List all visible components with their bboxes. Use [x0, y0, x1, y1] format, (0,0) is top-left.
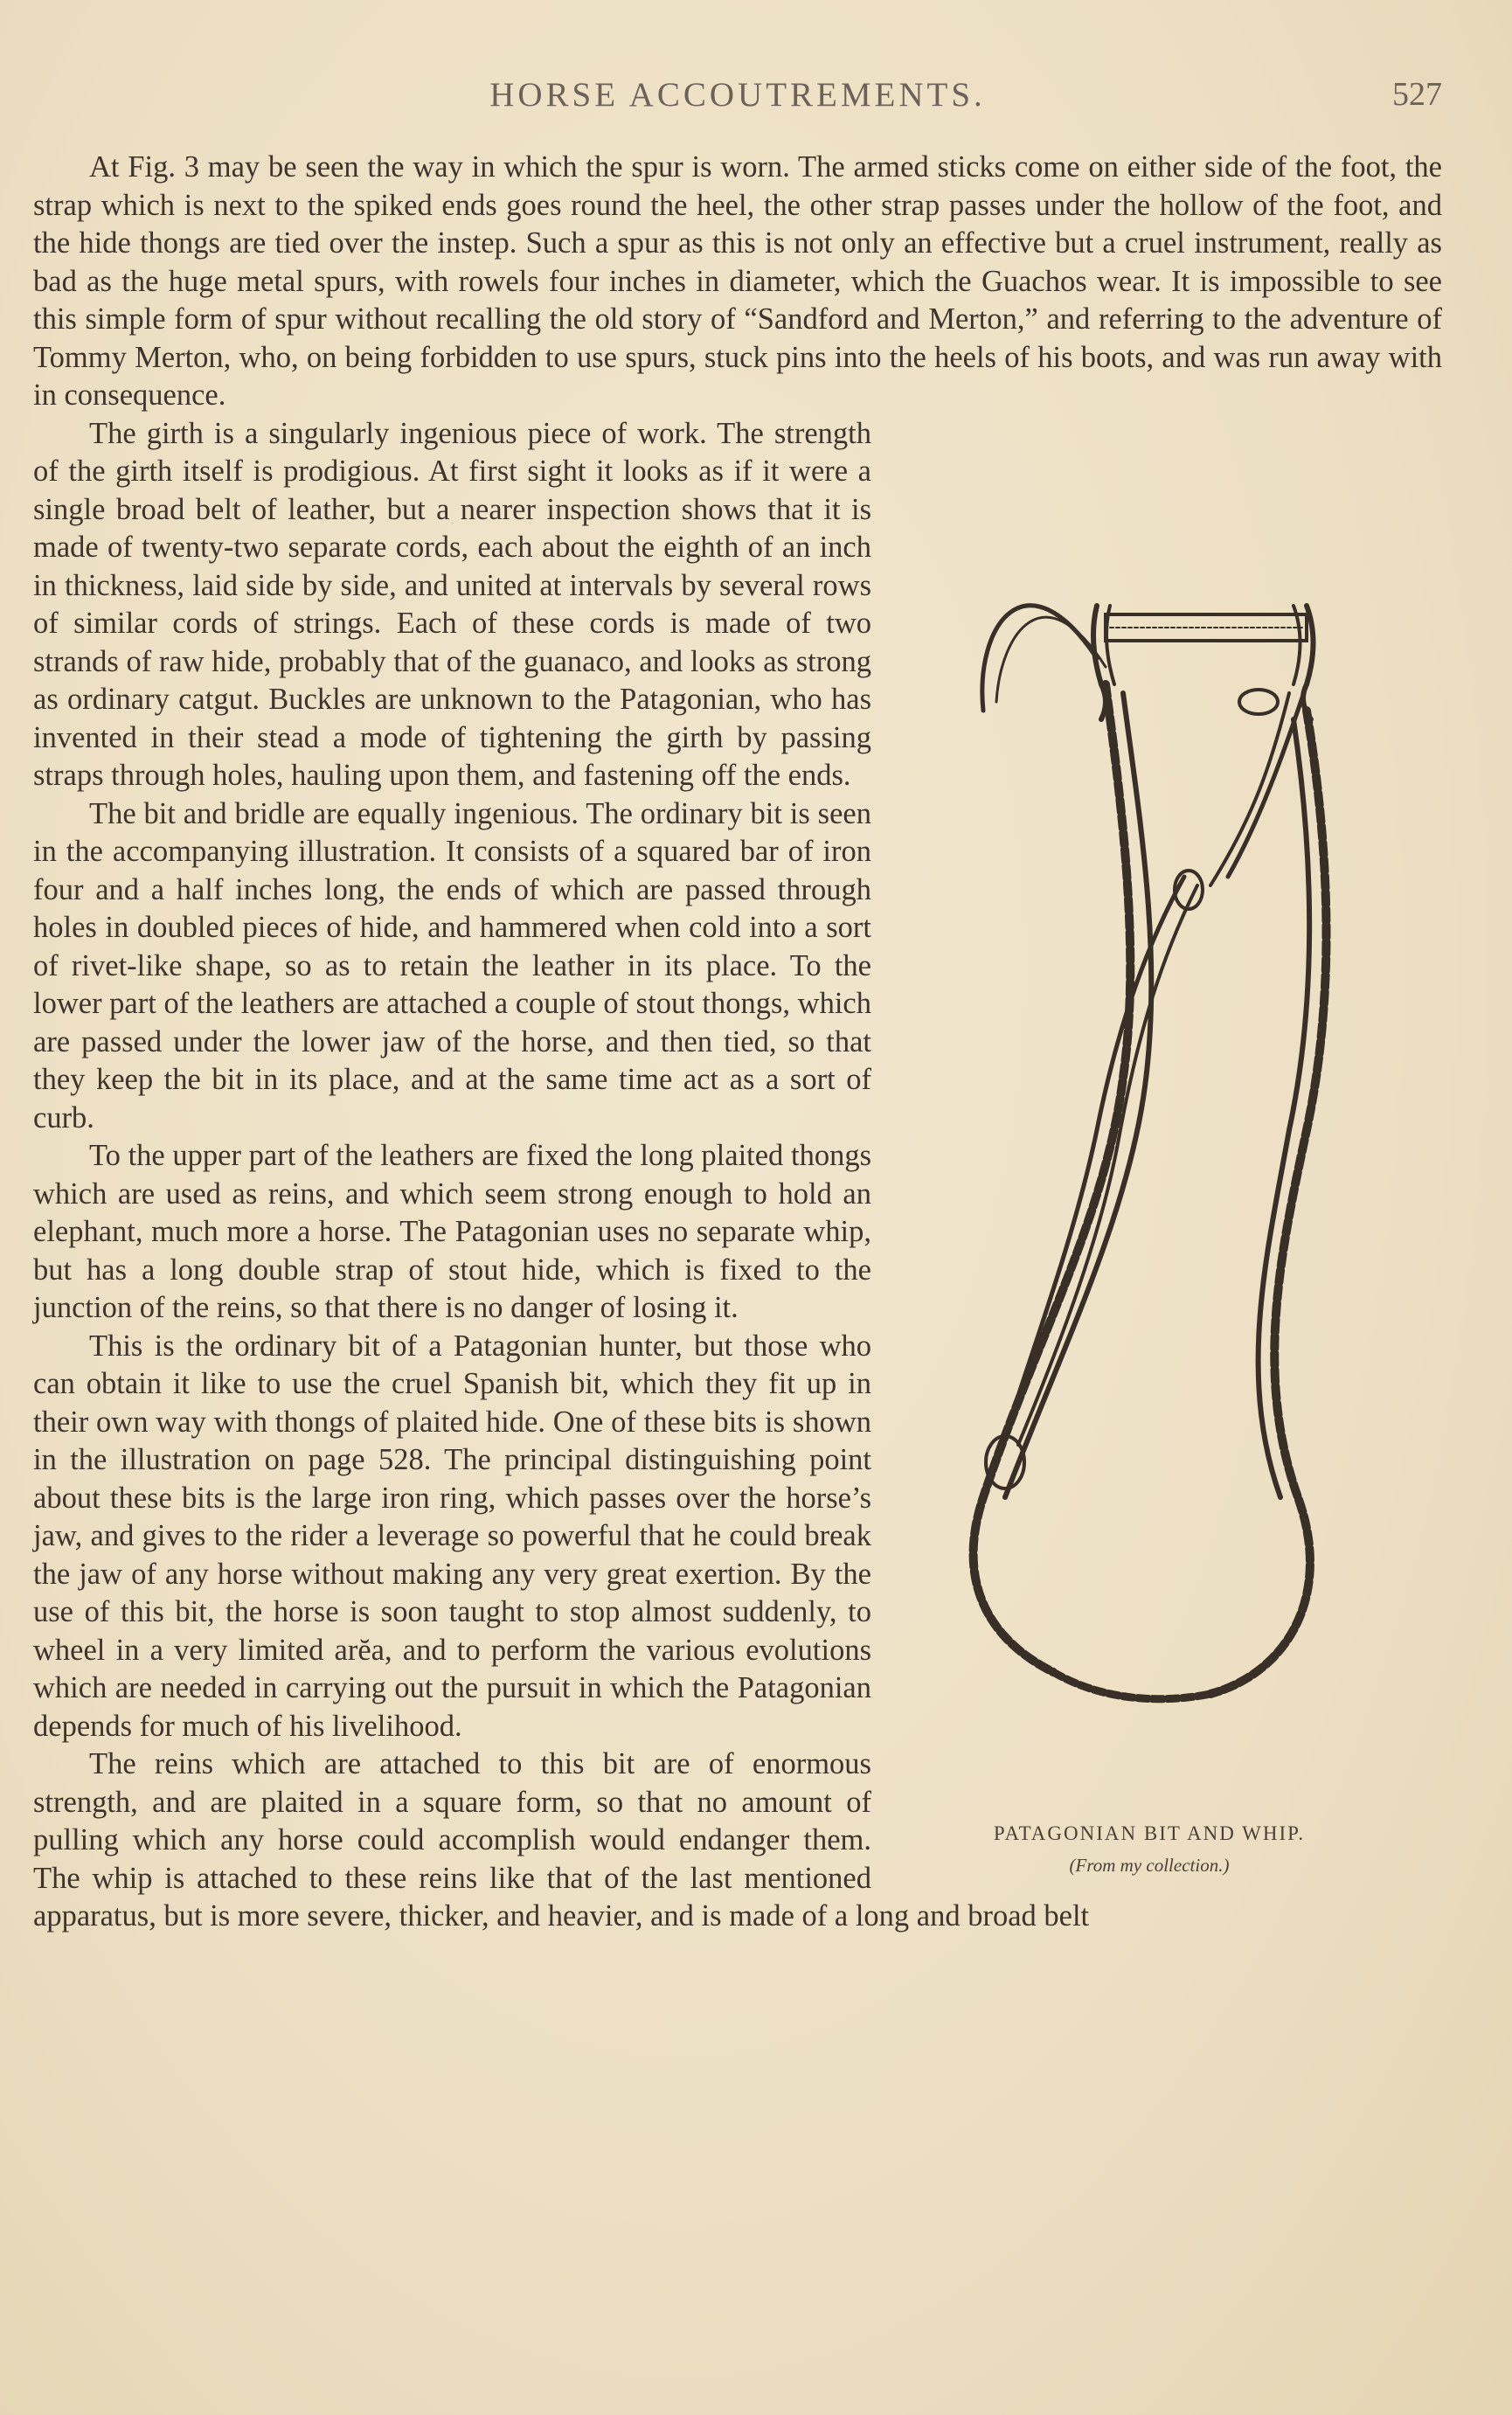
figure-caption: PATAGONIAN BIT AND WHIP.: [993, 1822, 1306, 1844]
bit-and-whip-engraving-icon: [922, 588, 1377, 1759]
paragraph-plaited-reins: The reins which are attached to this bit are of enormous strength, and are plaited in a square form, so that no amount of pulling which any horse could accomplish would endanger them. The whip is attached to these reins like that of the last mentioned apparatus, but is more severe, thicker, and heavier, and is made of a long and broad belt: [33, 1747, 1090, 1933]
figure-subcaption: (From my collection.): [1069, 1854, 1230, 1876]
figure-bit-and-whip: [905, 466, 1442, 1891]
page-number: 527: [1392, 76, 1442, 113]
paragraph-bit-bridle: The bit and bridle are equally ingenious. The ordinary bit is seen in the accompanying illustration. It consists of a squared bar of iron four and a half inches long, the ends of which are passed through holes in doubled pieces of hide, and hammered when cold into a sort of rivet-like shape, so as to retain the leather in its place. To the lower part of the leathers are attached a couple of stout thongs, which are passed under the lower jaw of the horse, and then tied, so that they keep the bit in its place, and at the same time act as a sort of curb.: [33, 796, 871, 1135]
paragraph-spanish-bit: This is the ordinary bit of a Patagonian hunter, but those who can obtain it like to use the cruel Spanish bit, which they fit up in their own way with thongs of plaited hide. One of these bits is shown in the illustration on page 528. The principal distinguishing point about these bits is the large iron ring, which passes over the horse’s jaw, and gives to the rider a leverage so powerful that he could break the jaw of any horse without making any very great exertion. By the use of this bit, the horse is soon taught to stop almost suddenly, to wheel in a very limited arĕa, and to perform the various evolutions which are needed in carrying out the pursuit in which the Patagonian depends for much of his livelihood.: [33, 1329, 871, 1743]
body-text: [33, 149, 1442, 1936]
paragraph-reins: To the upper part of the leathers are fixed the long plaited thongs which are used as reins, and which seem strong enough to hold an elephant, much more a horse. The Patagonian uses no separate whip, but has a long double strap of stout hide, which is fixed to the junction of the reins, so that there is no danger of losing it.: [33, 1139, 871, 1324]
running-head: HORSE ACCOUTREMENTS.: [489, 76, 986, 114]
paragraph-spur: At Fig. 3 may be seen the way in which the spur is worn. The armed sticks come on either side of the foot, the strap which is next to the spiked ends goes round the heel, the other strap passes under the hollow of the foot, and the hide thongs are tied over the instep. Such a spur as this is not only an effective but a cruel instrument, really as bad as the huge metal spurs, with rowels four inches in diameter, which the Guachos wear. It is impossible to see this simple form of spur without recalling the old story of “Sandford and Merton,” and referring to the adventure of Tommy Merton, who, on being forbidden to use spurs, stuck pins into the heels of his boots, and was run away with in consequence.: [33, 150, 1442, 412]
page-header: [33, 75, 1442, 119]
paragraph-girth: The girth is a singularly ingenious piece of work. The strength of the girth itself is prodigious. At first sight it looks as if it were a single broad belt of leather, but a nearer inspection shows that it is made of twenty-two separate cords, each about the eighth of an inch in thickness, laid side by side, and united at intervals by several rows of similar cords of strings. Each of these cords is made of two strands of raw hide, probably that of the guanaco, and looks as strong as ordinary catgut. Buckles are unknown to the Patagonian, who has invented in their stead a mode of tightening the girth by passing straps through holes, hauling upon them, and fastening off the ends.: [33, 416, 871, 792]
